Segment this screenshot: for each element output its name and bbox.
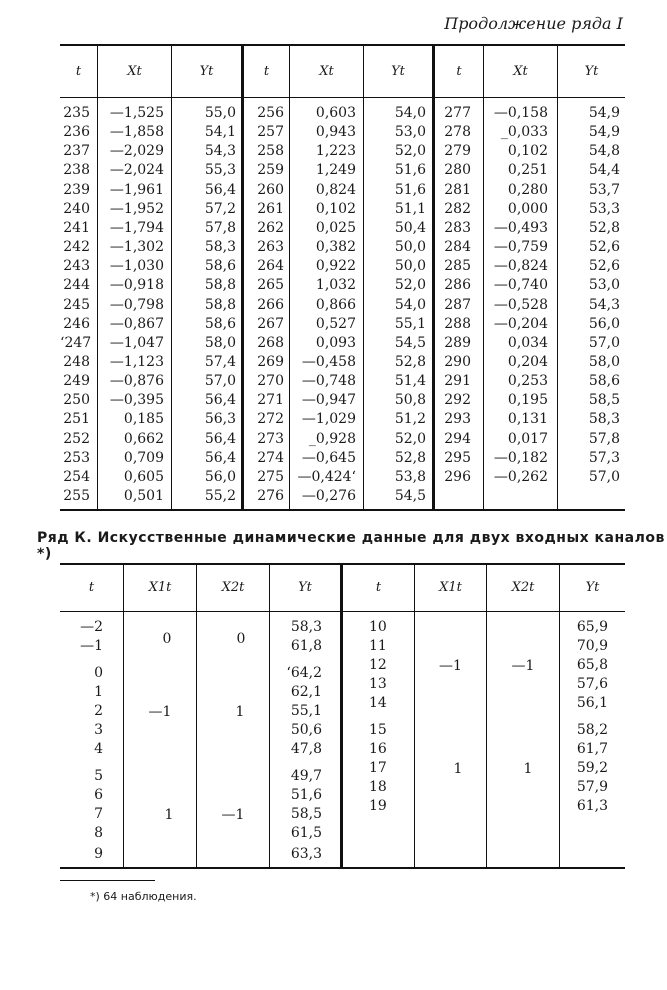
- table1-x-cell: —0,395: [109, 392, 164, 409]
- table1-x-cell: —0,276: [301, 488, 356, 504]
- table1-y-cell: 53,8: [394, 468, 426, 485]
- table1-t-cell: 282: [444, 200, 471, 217]
- table1-t-cell: 265: [257, 277, 284, 294]
- table2-y-cell: 58,2: [576, 722, 608, 738]
- table1-x-cell: —0,645: [301, 449, 356, 466]
- table2-y-cell: 70,9: [576, 638, 608, 654]
- table2-vline: [414, 563, 415, 868]
- table1-t-cell: 283: [444, 219, 471, 236]
- table1-t-cell: 263: [257, 239, 284, 256]
- table1-col-header: t: [75, 64, 82, 79]
- table1-t-cell: 261: [257, 200, 284, 217]
- table2-t-cell: 19: [369, 798, 387, 814]
- table1-y-cell: 57,4: [204, 353, 236, 370]
- table1-x-cell: 0,943: [315, 124, 356, 141]
- table1-x-cell: 0,501: [123, 488, 164, 504]
- table1-y-cell: 50,4: [394, 219, 426, 236]
- table1-y-cell: 50,0: [394, 258, 426, 275]
- table1-y-cell: 53,0: [588, 277, 620, 294]
- table1-y-cell: 57,8: [588, 430, 620, 447]
- table1-t-cell: 273: [257, 430, 284, 447]
- table1-y-cell: 58,8: [204, 296, 236, 313]
- table1-y-cell: 51,2: [394, 411, 426, 428]
- table2-t-cell: 12: [369, 657, 387, 673]
- table1-x-cell: 0,824: [315, 181, 356, 198]
- table1-y-cell: 57,2: [204, 200, 236, 217]
- table1-t-cell: 276: [257, 488, 284, 504]
- table1-y-cell: 58,3: [204, 239, 236, 256]
- table1-t-cell: 245: [63, 296, 90, 313]
- table2-col-header: Yt: [298, 580, 312, 595]
- table2-x2-value: 0: [236, 631, 246, 647]
- table1-y-cell: 54,0: [394, 105, 426, 121]
- table1-t-cell: 288: [444, 315, 471, 332]
- table1-y-cell: 53,3: [588, 200, 620, 217]
- table2-col-header: t: [88, 580, 95, 595]
- table2-t-cell: 7: [94, 806, 103, 822]
- table1-y-cell: 54,3: [204, 143, 236, 160]
- table1-x-cell: —1,952: [109, 200, 164, 217]
- table2-t-cell: 4: [94, 741, 103, 757]
- table1-t-cell: 264: [257, 258, 284, 275]
- table2-vline: [559, 563, 560, 868]
- table1-x-cell: —0,182: [493, 449, 548, 466]
- table1-col-header: Yt: [199, 64, 214, 79]
- table1-x-cell: —0,824: [493, 258, 548, 275]
- table2-x1-value: —1: [148, 704, 172, 720]
- table1-y-cell: 58,6: [204, 258, 236, 275]
- table1-y-cell: 56,4: [204, 181, 236, 198]
- table1-y-cell: 55,2: [204, 488, 236, 504]
- table1-y-cell: 58,6: [204, 315, 236, 332]
- table1-y-cell: 52,0: [394, 430, 426, 447]
- table1-y-cell: 52,6: [588, 258, 620, 275]
- table1-t-cell: 246: [63, 315, 90, 332]
- table1-x-cell: 0,922: [315, 258, 356, 275]
- table1-t-cell: 292: [444, 392, 471, 409]
- footnote-rule: [60, 880, 155, 881]
- table1-header-rule: [60, 97, 625, 98]
- table1-x-cell: —0,798: [109, 296, 164, 313]
- table1-t-cell: 236: [63, 124, 90, 141]
- table1-y-cell: 52,6: [588, 239, 620, 256]
- table2-x1-value: 1: [453, 761, 463, 777]
- table2-t-cell: 1: [94, 684, 103, 700]
- table1-x-cell: 1,032: [315, 277, 356, 294]
- table1-x-cell: —2,029: [109, 143, 164, 160]
- table2-y-cell: 62,1: [290, 684, 322, 700]
- table1-x-cell: 1,249: [315, 162, 356, 179]
- table1-x-cell: —0,493: [493, 219, 548, 236]
- table2-t-cell: 15: [369, 722, 387, 738]
- table1-t-cell: 256: [257, 105, 284, 121]
- table2-x2-value: —1: [221, 807, 245, 823]
- table1-y-cell: 54,1: [204, 124, 236, 141]
- table2-t-cell: 2: [94, 703, 103, 719]
- table1-x-cell: 0,017: [507, 430, 548, 447]
- table1-y-cell: 58,5: [588, 392, 620, 409]
- table1-col-header: Yt: [391, 64, 405, 79]
- table1-x-cell: —0,947: [301, 392, 356, 409]
- table1-x-cell: 0,025: [315, 219, 356, 236]
- table1-y-cell: 56,4: [204, 449, 236, 466]
- table1-t-cell: 255: [63, 488, 90, 504]
- table2-t-cell: 11: [369, 638, 387, 654]
- table1-x-cell: 0,709: [123, 449, 164, 466]
- table2-col-header: X1t: [148, 580, 172, 595]
- table1-col-header: t: [263, 64, 270, 79]
- table1-y-cell: 58,8: [204, 277, 236, 294]
- table1-t-cell: 254: [63, 468, 90, 485]
- table1-x-cell: 0,866: [315, 296, 356, 313]
- table1-t-cell: 274: [257, 449, 284, 466]
- table2-y-cell: 63,3: [290, 846, 322, 862]
- table2-col-header: X2t: [221, 580, 245, 595]
- table1-x-cell: —1,858: [109, 124, 164, 141]
- table2-y-cell: 57,9: [576, 779, 608, 795]
- table1-x-cell: 0,251: [507, 162, 548, 179]
- table2-y-cell: 50,6: [290, 722, 322, 738]
- table2-col-header: X1t: [439, 580, 462, 595]
- table2-y-cell: 47,8: [290, 741, 322, 757]
- table2-t-cell: 6: [94, 787, 103, 803]
- table1-t-cell: 257: [257, 124, 284, 141]
- table1-x-cell: 0,102: [507, 143, 548, 160]
- table1-x-cell: —0,759: [493, 239, 548, 256]
- table2-t-cell: 10: [369, 619, 387, 635]
- table1-x-cell: —0,740: [493, 277, 548, 294]
- table1-t-cell: 272: [257, 411, 284, 428]
- table1-x-cell: 0,382: [315, 239, 356, 256]
- table1-y-cell: 53,0: [394, 124, 426, 141]
- table1-t-cell: 262: [257, 219, 284, 236]
- table1-t-cell: 248: [63, 353, 90, 370]
- table2-y-cell: 61,5: [290, 825, 322, 841]
- table2-x2-value: —1: [511, 658, 535, 674]
- table1-x-cell: 0,185: [123, 411, 164, 428]
- table2-y-cell: 58,3: [290, 619, 322, 635]
- table1-y-cell: 52,8: [394, 449, 426, 466]
- table1-t-cell: 269: [257, 353, 284, 370]
- table1-t-cell: 244: [63, 277, 90, 294]
- table1-x-cell: —0,867: [109, 315, 164, 332]
- table2-y-cell: 51,6: [290, 787, 322, 803]
- table1-x-cell: —0,918: [109, 277, 164, 294]
- table1-t-cell: 235: [63, 105, 90, 121]
- table2-y-cell: 65,9: [576, 619, 608, 635]
- table1-y-cell: 57,0: [204, 373, 236, 390]
- table1-t-cell: 270: [257, 373, 284, 390]
- table2-t-cell: 0: [94, 665, 103, 681]
- table2-x1-value: —1: [439, 658, 462, 674]
- table1-y-cell: 57,0: [588, 468, 620, 485]
- table1-x-cell: 0,195: [507, 392, 548, 409]
- table1-t-cell: 259: [257, 162, 284, 179]
- table1-x-cell: —0,424ʻ: [297, 468, 356, 485]
- table1-t-cell: 260: [257, 181, 284, 198]
- table2-t-cell: 16: [369, 741, 387, 757]
- table1-y-cell: 56,0: [588, 315, 620, 332]
- table1-y-cell: 54,5: [394, 488, 426, 504]
- table1-y-cell: 57,8: [204, 219, 236, 236]
- table1-x-cell: 0,605: [123, 468, 164, 485]
- table1-y-cell: 54,4: [588, 162, 620, 179]
- table1-y-cell: 54,8: [588, 143, 620, 160]
- table1-y-cell: 54,9: [588, 124, 620, 141]
- table1-y-cell: 54,0: [394, 296, 426, 313]
- table2-x2-value: 1: [523, 761, 533, 777]
- table1-t-cell: 277: [444, 105, 471, 121]
- continuation-header: Продолжение ряда I: [444, 14, 623, 33]
- table1-x-cell: —0,748: [301, 373, 356, 390]
- table1-y-cell: 50,0: [394, 239, 426, 256]
- table1-x-cell: —1,961: [109, 181, 164, 198]
- table1-t-cell: 278: [444, 124, 471, 141]
- table1-x-cell: —0,876: [109, 373, 164, 390]
- table1-t-cell: 241: [63, 219, 90, 236]
- table1-x-cell: 1,223: [315, 143, 356, 160]
- table1-t-cell: 266: [257, 296, 284, 313]
- table1-t-cell: 240: [63, 200, 90, 217]
- table1-t-cell: 286: [444, 277, 471, 294]
- table1-t-cell: 239: [63, 181, 90, 198]
- table1-t-cell: 237: [63, 143, 90, 160]
- table1-y-cell: 57,3: [588, 449, 620, 466]
- table1-x-cell: 0,000: [507, 200, 548, 217]
- table1-x-cell: 0,034: [507, 334, 548, 351]
- table1-t-cell: 250: [63, 392, 90, 409]
- table2-t-cell: 5: [94, 768, 103, 784]
- table1-t-cell: 290: [444, 353, 471, 370]
- table1-col-header: Xt: [319, 64, 334, 79]
- table2-t-cell: 3: [94, 722, 103, 738]
- table1-t-cell: 281: [444, 181, 471, 198]
- table1-t-cell: 293: [444, 411, 471, 428]
- table2-y-cell: 61,3: [576, 798, 608, 814]
- table1-t-cell: 251: [63, 411, 90, 428]
- table1-y-cell: 51,6: [394, 162, 426, 179]
- table1-x-cell: —0,158: [493, 105, 548, 121]
- table1-x-cell: —0,458: [301, 353, 356, 370]
- table1-t-cell: 268: [257, 334, 284, 351]
- table1-y-cell: 54,3: [588, 296, 620, 313]
- table2-y-cell: 57,6: [576, 676, 608, 692]
- table1-t-cell: 287: [444, 296, 471, 313]
- table1-bottom-rule: [60, 509, 625, 511]
- table2-t-cell: —2: [80, 619, 103, 635]
- table1-t-cell: 243: [63, 258, 90, 275]
- table1-x-cell: 0,662: [123, 430, 164, 447]
- table1-y-cell: 58,0: [588, 353, 620, 370]
- table1-x-cell: 0,204: [507, 353, 548, 370]
- table1-t-cell: 296: [444, 468, 471, 485]
- table1-y-cell: 55,0: [204, 105, 236, 121]
- table1-x-cell: —1,030: [109, 258, 164, 275]
- table1-t-cell: 252: [63, 430, 90, 447]
- table2-y-cell: 65,8: [576, 657, 608, 673]
- table1-y-cell: 50,8: [394, 392, 426, 409]
- table1-x-cell: 0,527: [315, 315, 356, 332]
- table1-y-cell: 54,5: [394, 334, 426, 351]
- table2-t-cell: 17: [369, 760, 387, 776]
- table2-y-cell: 61,7: [576, 741, 608, 757]
- table1-x-cell: —1,525: [109, 105, 164, 121]
- table1-y-cell: 56,3: [204, 411, 236, 428]
- table2-y-cell: 49,7: [290, 768, 322, 784]
- table1-y-cell: 56,4: [204, 430, 236, 447]
- table1-x-cell: —0,204: [493, 315, 548, 332]
- table1-y-cell: 57,0: [588, 334, 620, 351]
- table1-col-header: Yt: [584, 64, 599, 79]
- table1-t-cell: 294: [444, 430, 471, 447]
- table1-t-cell: 275: [257, 468, 284, 485]
- table1-y-cell: 53,7: [588, 181, 620, 198]
- table1-t-cell: 295: [444, 449, 471, 466]
- table1-x-cell: —1,123: [109, 353, 164, 370]
- table2-col-header: X2t: [511, 580, 535, 595]
- table2-vline: [340, 563, 343, 868]
- table2-y-cell: 58,5: [290, 806, 322, 822]
- table1-top-rule: [60, 44, 625, 46]
- table1-x-cell: 0,102: [315, 200, 356, 217]
- table1-y-cell: 52,8: [394, 353, 426, 370]
- table2-t-cell: 9: [94, 846, 103, 862]
- table1-t-cell: 280: [444, 162, 471, 179]
- table1-t-cell: 253: [63, 449, 90, 466]
- table1-t-cell: 238: [63, 162, 90, 179]
- table1-t-cell: 258: [257, 143, 284, 160]
- table1-y-cell: 51,1: [394, 200, 426, 217]
- table2-t-cell: 18: [369, 779, 387, 795]
- table1-x-cell: —0,262: [493, 468, 548, 485]
- table1-y-cell: 56,0: [204, 468, 236, 485]
- table1-t-cell: 249: [63, 373, 90, 390]
- table2-x1-value: 0: [162, 631, 172, 647]
- table1-x-cell: 0,093: [315, 334, 356, 351]
- table2-t-cell: —1: [80, 638, 103, 654]
- table2-y-cell: 55,1: [290, 703, 322, 719]
- table1-x-cell: —1,047: [109, 334, 164, 351]
- table1-x-cell: 0,131: [507, 411, 548, 428]
- table1-col-header: Xt: [513, 64, 528, 79]
- table1-y-cell: 51,4: [394, 373, 426, 390]
- table1-col-header: t: [456, 64, 462, 79]
- table1-y-cell: 58,3: [588, 411, 620, 428]
- table1-y-cell: 52,0: [394, 143, 426, 160]
- table1-x-cell: _0,033: [500, 124, 548, 141]
- footnote: *) 64 наблюдения.: [90, 890, 197, 903]
- table1-x-cell: _0,928: [308, 430, 356, 447]
- table2-vline: [486, 563, 487, 868]
- table1-t-cell: 279: [444, 143, 471, 160]
- table2-t-cell: 14: [369, 695, 387, 711]
- table2-y-cell: ʻ64,2: [286, 665, 322, 681]
- table1-y-cell: 52,8: [588, 219, 620, 236]
- table1-y-cell: 55,1: [394, 315, 426, 332]
- table2-t-cell: 8: [94, 825, 103, 841]
- table2-x2-value: 1: [235, 704, 245, 720]
- table1-y-cell: 51,6: [394, 181, 426, 198]
- table1-x-cell: —0,528: [493, 296, 548, 313]
- table1-x-cell: 0,253: [507, 373, 548, 390]
- table1-t-cell: 285: [444, 258, 471, 275]
- table1-y-cell: 56,4: [204, 392, 236, 409]
- table1-y-cell: 58,6: [588, 373, 620, 390]
- table2-title: Ряд К. Искусственные динамические данные для двух входных каналов *): [37, 530, 665, 562]
- table2-x1-value: 1: [164, 807, 174, 823]
- table1-x-cell: 0,280: [507, 181, 548, 198]
- table1-y-cell: 52,0: [394, 277, 426, 294]
- table1-x-cell: —1,302: [109, 239, 164, 256]
- table1-t-cell: ʻ247: [60, 334, 92, 351]
- table1-x-cell: —1,029: [301, 411, 356, 428]
- table1-col-header: Xt: [127, 64, 142, 79]
- table2-y-cell: 61,8: [290, 638, 322, 654]
- table1-x-cell: 0,603: [315, 105, 356, 121]
- table1-x-cell: —1,794: [109, 219, 164, 236]
- table1-y-cell: 58,0: [204, 334, 236, 351]
- table1-t-cell: 271: [257, 392, 284, 409]
- table1-t-cell: 284: [444, 239, 471, 256]
- table2-y-cell: 56,1: [576, 695, 608, 711]
- table1-t-cell: 242: [63, 239, 90, 256]
- table1-t-cell: 289: [444, 334, 471, 351]
- table2-y-cell: 59,2: [576, 760, 608, 776]
- table2-col-header: t: [375, 580, 382, 595]
- table1-t-cell: 267: [257, 315, 284, 332]
- table1-x-cell: —2,024: [109, 162, 164, 179]
- table2-col-header: Yt: [585, 580, 600, 595]
- table1-y-cell: 55,3: [204, 162, 236, 179]
- table1-t-cell: 291: [444, 373, 471, 390]
- table2-t-cell: 13: [369, 676, 387, 692]
- table1-y-cell: 54,9: [588, 105, 620, 121]
